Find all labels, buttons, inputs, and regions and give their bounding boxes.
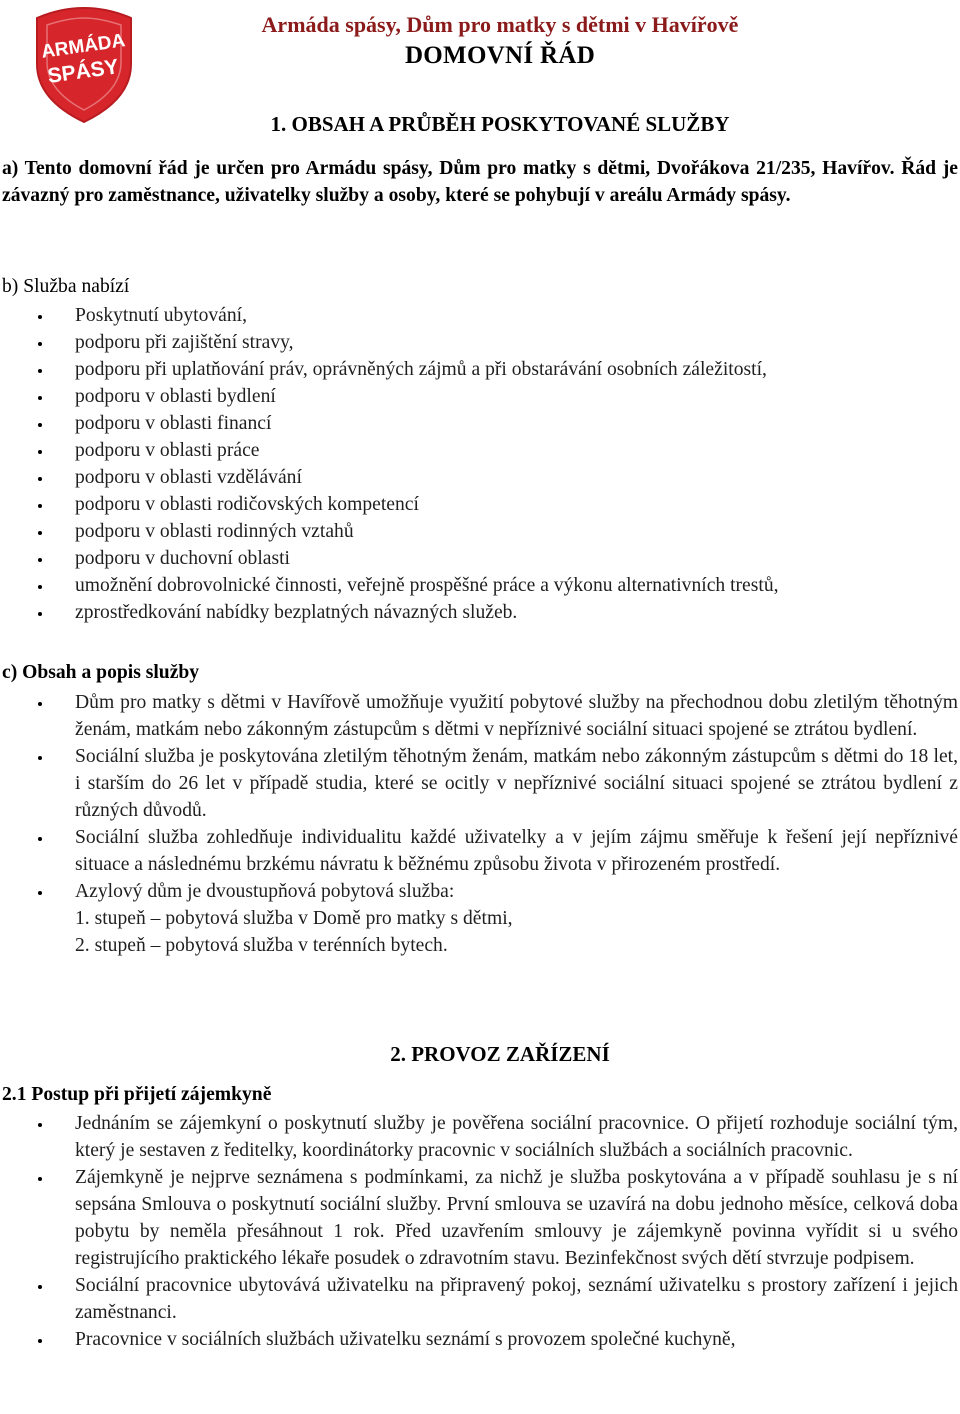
section1-b-heading — [2, 276, 129, 298]
list-item: Sociální služba zohledňuje individualitu každé uživatelky a v jejím zájmu směřuje k řešení její nepříznivé situace a následnému brzkému návratu k běžnému způsobu života v přirozeném prostředí. — [0, 824, 958, 878]
list-item: zprostředkování nabídky bezplatných návazných služeb. — [0, 599, 958, 626]
admission-procedure-list — [0, 1110, 958, 1353]
section1-a-paragraph: a) Tento domovní řád je určen pro Armádu spásy, Dům pro matky s dětmi, Dvořákova 21/235, Havířov. Řád je závazný pro zaměstnance, uživatelky služby a osoby, které se pohybují v areálu Armády spásy. — [2, 158, 958, 206]
list-item: Jednáním se zájemkyní o poskytnutí služby je pověřena sociální pracovnice. O přijetí rozhoduje sociální tým, který je sestaven z ředitelky, koordinátorky pracovnic v sociálních službách a sociálních pracovnic. — [0, 1110, 958, 1164]
list-item: Zájemkyně je nejprve seznámena s podmínkami, za nichž je služba poskytována a v případě souhlasu je s ní sepsána Smlouva o poskytnutí sociální služby. První smlouva se uzavírá na dobu jednoho měsíce, celková doba pobytu by neměla přesáhnout 1 rok. Před uzavřením smlouvy je zájemkyně povinna vyřídit si u svého registrujícího praktického lékaře posudek o zdravotním stavu. Bezinfekčnost svých dětí stvrzuje podpisem. — [0, 1164, 958, 1272]
list-item: Dům pro matky s dětmi v Havířově umožňuje využití pobytové služby na přechodnou dobu zletilým těhotným ženám, matkám nebo zákonným zástupcům s dětmi v nepříznivé sociální situaci spojené se ztrátou bydlení. — [0, 689, 958, 743]
list-item: Pracovnice v sociálních službách uživatelku seznámí s provozem společné kuchyně, — [0, 1326, 958, 1353]
list-item: podporu v oblasti vzdělávání — [0, 464, 958, 491]
list-item: podporu v duchovní oblasti — [0, 545, 958, 572]
stage-2-line: 2. stupeň – pobytová služba v terénních bytech. — [75, 935, 448, 956]
list-item: Sociální služba je poskytována zletilým těhotným ženám, matkám nebo zákonným zástupcům s dětmi do 18 let, i starším do 26 let v případě studia, které se ocitly v nepříznivé sociální situaci spojené se ztrátou bydlení z různých důvodů. — [0, 743, 958, 824]
list-item-text: Azylový dům je dvoustupňová pobytová služba: — [75, 881, 455, 902]
list-item: podporu při zajištění stravy, — [0, 329, 958, 356]
list-item: Poskytnutí ubytování, — [0, 302, 958, 329]
list-item — [0, 878, 958, 959]
logo-text-line1: ARMÁDA — [39, 30, 127, 63]
list-item: podporu v oblasti bydlení — [0, 383, 958, 410]
section2-title: 2. PROVOZ ZAŘÍZENÍ — [390, 1042, 610, 1066]
list-item: podporu při uplatňování práv, oprávněných zájmů a při obstarávání osobních záležitostí, — [0, 356, 958, 383]
organization-name: Armáda spásy, Dům pro matky s dětmi v Havířově — [261, 12, 739, 37]
services-list — [0, 302, 958, 626]
list-item: podporu v oblasti rodičovských kompetencí — [0, 491, 958, 518]
stage-1-line: 1. stupeň – pobytová služba v Domě pro matky s dětmi, — [75, 908, 513, 929]
section1-b-heading-text: b) Služba nabízí — [2, 276, 130, 297]
list-item: Sociální pracovnice ubytovává uživatelku na připravený pokoj, seznámí uživatelku s prostory zařízení i jejich zaměstnanci. — [0, 1272, 958, 1326]
list-item: podporu v oblasti financí — [0, 410, 958, 437]
document-title: DOMOVNÍ ŘÁD — [404, 42, 596, 69]
section2-1-heading: 2.1 Postup při přijetí zájemkyně — [2, 1084, 272, 1105]
section1-c-heading: c) Obsah a popis služby — [2, 662, 200, 683]
list-item: podporu v oblasti rodinných vztahů — [0, 518, 958, 545]
logo-text-line2: SPÁSY — [46, 55, 120, 88]
list-item: umožnění dobrovolnické činnosti, veřejně prospěšné práce a výkonu alternativních trestů, — [0, 572, 958, 599]
service-description-list — [0, 689, 958, 959]
list-item: podporu v oblasti práce — [0, 437, 958, 464]
section1-title: 1. OBSAH A PRŮBĚH POSKYTOVANÉ SLUŽBY — [270, 112, 730, 136]
